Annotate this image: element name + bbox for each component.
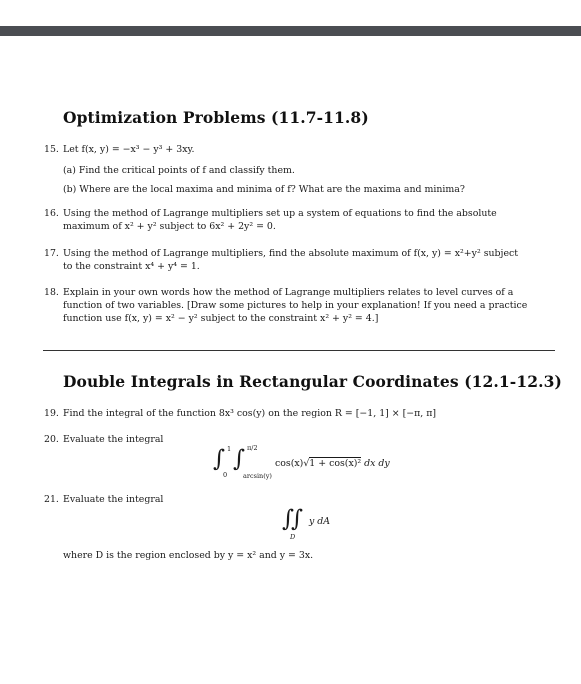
problem-line: function use f(x, y) = x² − y² subject to the constraint x² + y² = 4.] <box>63 313 379 324</box>
problem-18 <box>44 286 556 325</box>
problem-line: Using the method of Lagrange multipliers, find the absolute maximum of f(x, y) = x²+y² subject <box>63 248 519 259</box>
problem-number: 15. <box>44 144 59 155</box>
problem-line: function of two variables. [Draw some pictures to help in your explanation! If you need a practice <box>63 300 528 311</box>
section-title-double-integrals: Double Integrals in Rectangular Coordinates (12.1-12.3) <box>63 372 562 391</box>
problem-number: 20. <box>44 434 59 445</box>
viewer-top-bar <box>0 26 581 36</box>
problem-text: Find the integral of the function 8x³ cos(y) on the region R = [−1, 1] × [−π, π] <box>63 408 437 419</box>
problem-line: to the constraint x⁴ + y⁴ = 1. <box>63 261 200 272</box>
outer-upper-limit: 1 <box>227 445 232 453</box>
integral-sign-inner: ∫ <box>233 446 245 472</box>
outer-lower-limit: 0 <box>223 471 228 479</box>
problem-line: maximum of x² + y² subject to 6x² + 2y² = 0. <box>63 221 276 232</box>
integrand-root: 1 + cos(x)² <box>309 458 362 469</box>
problem-number: 21. <box>44 494 59 505</box>
problem-15-part-b: (b) Where are the local maxima and minima of f? What are the maxima and minima? <box>63 184 465 195</box>
iterated-integral-20 <box>213 446 433 482</box>
integral-sign-outer: ∫ <box>213 446 225 472</box>
problem-line: Using the method of Lagrange multipliers set up a system of equations to find the absolute <box>63 208 497 219</box>
problem-text: Evaluate the integral <box>63 434 164 445</box>
problem-21 <box>44 493 556 506</box>
problem-21-where: where D is the region enclosed by y = x² and y = 3x. <box>63 550 314 561</box>
integrand-cos: cos(x) <box>275 458 304 469</box>
problem-19 <box>44 407 556 420</box>
problem-number: 19. <box>44 408 59 419</box>
inner-upper-limit: π/2 <box>247 444 258 452</box>
integral-sign-2: ∫ <box>291 506 303 532</box>
problem-number: 16. <box>44 208 59 219</box>
section-title-optimization: Optimization Problems (11.7-11.8) <box>63 108 369 127</box>
problem-line: Explain in your own words how the method of Lagrange multipliers relates to level curves of a <box>63 287 514 298</box>
problem-text: Let f(x, y) = −x³ − y³ + 3xy. <box>63 144 195 155</box>
region-label: D <box>290 533 296 541</box>
section-divider <box>43 350 555 351</box>
problem-number: 18. <box>44 287 59 298</box>
problem-20 <box>44 433 556 446</box>
double-integral-21 <box>282 506 372 542</box>
problem-17 <box>44 247 556 273</box>
integrand-20 <box>275 457 390 469</box>
problem-15-part-a: (a) Find the critical points of f and classify them. <box>63 165 295 176</box>
integrand-21: y dA <box>309 516 331 527</box>
problem-number: 17. <box>44 248 59 259</box>
problem-16 <box>44 207 556 233</box>
integrand-differentials: dx dy <box>364 458 390 469</box>
problem-text: Evaluate the integral <box>63 494 164 505</box>
inner-lower-limit: arcsin(y) <box>243 472 272 480</box>
integral-sign-1: ∫ <box>282 506 294 532</box>
sqrt-icon: √ <box>303 458 310 469</box>
problem-15 <box>44 143 556 156</box>
